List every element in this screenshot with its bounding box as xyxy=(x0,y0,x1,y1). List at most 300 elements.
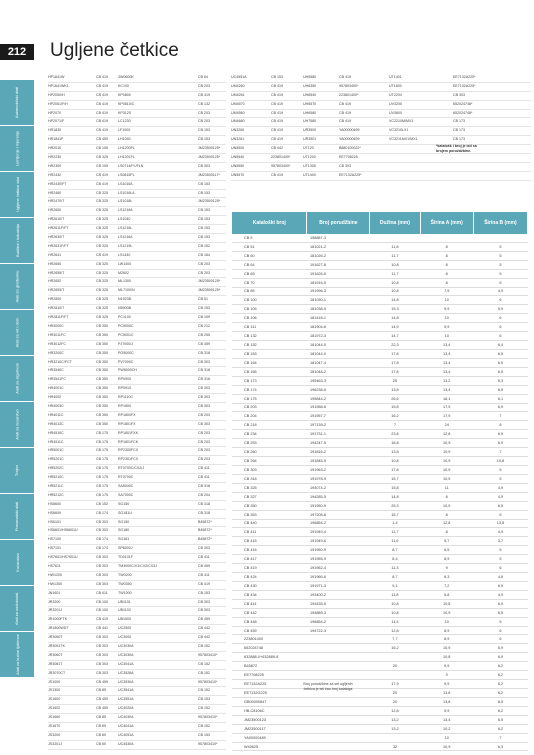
list-cell: CB 303 xyxy=(198,403,210,408)
table-cell: 8,9 xyxy=(420,626,473,635)
list-cell: RP0900 xyxy=(118,377,131,382)
list-cell: UN5540 xyxy=(231,155,245,160)
list-cell: HR2630/T xyxy=(48,235,65,240)
list-cell: 3W0600K xyxy=(118,75,134,79)
list-cell: CB 325 xyxy=(96,288,108,293)
list-item xyxy=(48,83,226,92)
list-cell: CB 303 xyxy=(198,386,210,391)
list-cell: CB 175 xyxy=(96,492,108,497)
list-item xyxy=(231,136,531,145)
table-cell: 191627-8 xyxy=(307,260,370,269)
list-cell: HR2300 xyxy=(48,163,62,168)
table-cell: 13,8 xyxy=(370,448,420,457)
table-cell: 11,8 xyxy=(370,590,420,599)
list-cell: UM4261 xyxy=(231,92,245,97)
list-item xyxy=(231,154,531,163)
list-item xyxy=(48,705,226,714)
table-row xyxy=(232,269,528,278)
list-cell: CB 318 xyxy=(198,501,210,506)
table-cell: 5 xyxy=(473,278,527,287)
list-cell: KP0800 xyxy=(118,92,131,97)
list-cell: SG150 xyxy=(118,519,130,524)
list-cell: PC5001C xyxy=(118,332,134,337)
table-cell: CB 448 xyxy=(232,617,307,626)
list-cell: CB 153 xyxy=(198,128,210,133)
table-cell: 6,9 xyxy=(473,653,527,662)
list-cell: ML7100/N xyxy=(118,288,135,293)
list-cell: CB 411 xyxy=(198,555,210,560)
list-item xyxy=(48,136,226,145)
table-cell: CB 51 xyxy=(232,242,307,251)
table-cell: 6,2 xyxy=(473,662,527,671)
table-cell: YA00000489 xyxy=(232,733,307,742)
table-row xyxy=(232,564,528,573)
table-cell: CB 253 xyxy=(232,439,307,448)
list-cell: 223801400* xyxy=(339,92,359,97)
table-row xyxy=(232,234,528,242)
table-cell: 6,9 xyxy=(473,581,527,590)
list-cell: CB 303 xyxy=(96,581,108,586)
list-item xyxy=(48,110,226,119)
list-cell: JN1601 xyxy=(48,590,61,595)
list-cell: 223801400* xyxy=(271,155,291,160)
side-tab[interactable] xyxy=(0,540,34,586)
list-cell: HR3541FC xyxy=(48,377,66,382)
list-cell: RP1801FXK xyxy=(118,430,138,435)
list-item xyxy=(48,625,226,634)
table-cell: 6,5 xyxy=(473,358,527,367)
table-row xyxy=(232,617,528,626)
table-row xyxy=(232,501,528,510)
list-cell: SA5040C xyxy=(118,483,134,488)
table-cell: CB 203 xyxy=(232,403,307,412)
table-cell: 8,9 xyxy=(420,635,473,644)
list-cell: CB 153 xyxy=(198,217,210,222)
list-cell: CB 203 xyxy=(198,439,210,444)
table-cell: 10,9 xyxy=(420,608,473,617)
list-cell: HR2655/T xyxy=(48,270,65,275)
table-cell: 22,3 xyxy=(370,341,420,350)
side-tab[interactable] xyxy=(0,494,34,540)
list-cell: UH6540 xyxy=(303,92,317,97)
table-row xyxy=(232,599,528,608)
table-cell: 632888-0+632889-8 xyxy=(232,653,307,662)
list-cell: CB 255 xyxy=(198,332,210,337)
list-cell: CB 174 xyxy=(96,546,108,551)
table-cell: 1,4 xyxy=(370,519,420,528)
table-cell: 10 xyxy=(420,733,473,742)
list-cell: CB 173 xyxy=(453,119,465,124)
list-cell: UV3200 xyxy=(389,101,402,106)
list-cell: CB 65 xyxy=(96,724,106,729)
list-item xyxy=(48,172,226,181)
side-tab-label: Alati za tesarstvo xyxy=(14,409,20,440)
list-cell: LS1440 xyxy=(118,252,131,257)
list-cell: CB 203 xyxy=(198,270,210,275)
table-cell: 25,3 xyxy=(370,501,420,510)
table-cell: 12,8 xyxy=(420,519,473,528)
table-cell: 11,3 xyxy=(370,617,420,626)
table-cell: 191957-7 xyxy=(307,412,370,421)
table-cell: CB 415 xyxy=(232,537,307,546)
list-cell: HS6601/HS6601U xyxy=(48,528,78,533)
list-cell: JS1602 xyxy=(48,706,61,711)
list-cell: CB 325 xyxy=(96,261,108,266)
list-cell: JS1670 xyxy=(48,724,61,729)
side-tab[interactable] xyxy=(0,264,34,310)
list-cell: CB 203 xyxy=(198,119,210,124)
list-item xyxy=(48,323,226,332)
list-item xyxy=(48,314,226,323)
list-item xyxy=(48,599,226,608)
list-cell: HR4003C xyxy=(48,403,64,408)
table-cell: 10,9 xyxy=(420,474,473,483)
list-cell: CB 442 xyxy=(198,635,210,640)
table-cell: 197139-2 xyxy=(307,421,370,430)
table-cell: 10,9 xyxy=(420,439,473,448)
list-cell: CB 419 xyxy=(96,119,108,124)
list-cell: JS3200 xyxy=(48,732,61,737)
list-cell: CB 303 xyxy=(96,635,108,640)
side-tab-label: Automobilski alati xyxy=(14,86,20,119)
list-cell: HR3000C xyxy=(48,323,64,328)
page-number: 212 xyxy=(0,44,34,60)
table-cell: 26,6 xyxy=(370,394,420,403)
table-cell: CB 260 xyxy=(232,448,307,457)
side-tab[interactable] xyxy=(0,218,34,264)
list-item xyxy=(231,74,531,83)
list-cell: TD0101F xyxy=(118,555,133,560)
list-cell: UT1305 xyxy=(303,163,316,168)
table-cell: 11,7 xyxy=(370,269,420,278)
table-cell: 16,8 xyxy=(370,439,420,448)
table-cell: 6,2 xyxy=(473,706,527,715)
table-cell: 191963-2 xyxy=(307,465,370,474)
side-tab[interactable] xyxy=(0,402,34,448)
list-cell: CB 51 xyxy=(198,297,208,302)
list-cell: HR4002 xyxy=(48,395,62,400)
table-cell: 5,7 xyxy=(420,537,473,546)
list-cell: JR3050T xyxy=(48,635,63,640)
list-item xyxy=(48,483,226,492)
list-cell: CB 350 xyxy=(96,341,108,346)
table-cell: 6,5 xyxy=(473,608,527,617)
side-tab[interactable] xyxy=(0,172,34,218)
list-cell: CB 419 xyxy=(96,252,108,257)
side-tab[interactable] xyxy=(0,356,34,402)
table-row xyxy=(232,635,528,644)
table-row xyxy=(232,287,528,296)
list-cell: CB 419 xyxy=(96,83,108,88)
list-cell: CB 411 xyxy=(198,475,210,480)
list-cell: KP0810/C xyxy=(118,101,135,106)
table-cell: 191950-9 xyxy=(307,501,370,510)
list-cell: HR3012FC xyxy=(48,341,66,346)
table-cell: 6 xyxy=(473,635,527,644)
list-item xyxy=(48,270,226,279)
list-cell: CB 459 xyxy=(198,563,210,568)
table-cell: CB 60 xyxy=(232,251,307,260)
side-tab-label: Alati za kućne ljubimce xyxy=(14,634,20,675)
list-cell: CB 303 xyxy=(198,546,210,551)
list-cell: CB 325 xyxy=(96,226,108,231)
side-tab[interactable] xyxy=(0,310,34,356)
table-cell: 191626-6 xyxy=(307,269,370,278)
table-cell: 11,6 xyxy=(370,537,420,546)
table-cell xyxy=(370,671,420,680)
list-item xyxy=(48,74,226,83)
list-cell: JM23500117* xyxy=(198,172,220,177)
table-cell: CB 164 xyxy=(232,358,307,367)
list-cell: LF1000 xyxy=(118,128,131,133)
table-cell: 5 xyxy=(473,465,527,474)
list-cell: CB 411 xyxy=(96,590,108,595)
list-cell: UH5580 xyxy=(303,75,317,79)
list-cell: EE7132A225* xyxy=(453,75,476,79)
table-cell: 11,7 xyxy=(370,528,420,537)
list-cell: CB 175 xyxy=(96,457,108,462)
list-item xyxy=(48,216,226,225)
table-cell: CB 424 xyxy=(232,573,307,582)
list-cell: CB 419 xyxy=(96,181,108,186)
table-row xyxy=(232,626,528,635)
list-cell: N1923B xyxy=(118,297,131,302)
table-cell: 6,5 xyxy=(473,715,527,724)
table-row xyxy=(232,332,528,341)
list-cell: UC3526A xyxy=(118,670,134,675)
table-row xyxy=(232,474,528,483)
list-cell: CB 153 xyxy=(198,208,210,213)
list-cell: EE7132A225* xyxy=(453,83,476,88)
list-item xyxy=(48,474,226,483)
table-cell: 5 xyxy=(473,510,527,519)
list-cell: HS7601/HS7601U xyxy=(48,555,78,560)
side-tab[interactable] xyxy=(0,80,34,126)
table-cell: 10,8 xyxy=(370,278,420,287)
table-cell: 6,5 xyxy=(420,546,473,555)
list-cell: UT120 xyxy=(303,146,314,151)
list-cell: CB 442 xyxy=(271,146,283,151)
list-cell: HW1200 xyxy=(48,572,62,577)
list-cell: UH7580 xyxy=(303,119,317,124)
table-cell: CB 100 xyxy=(232,296,307,305)
list-cell: CB 441 xyxy=(96,626,108,631)
side-tab-label: Lemljenje i mjerenje xyxy=(14,130,20,167)
table-cell: 4,8 xyxy=(473,573,527,582)
list-cell: CB 152 xyxy=(96,501,108,506)
list-cell: HR2653/T xyxy=(48,288,65,293)
table-cell: 8 xyxy=(420,492,473,501)
table-row xyxy=(232,528,528,537)
list-cell: CB 175 xyxy=(96,448,108,453)
table-cell: CB 350 xyxy=(232,501,307,510)
list-cell: CB 350 xyxy=(96,377,108,382)
list-cell: CB 325 xyxy=(96,190,108,195)
table-cell: 6,2 xyxy=(473,680,527,689)
table-cell: 6 xyxy=(473,323,527,332)
table-cell: EE7132G225 xyxy=(232,689,307,698)
list-cell: CB 303 xyxy=(96,644,108,648)
table-cell: 4,9 xyxy=(473,483,527,492)
table-cell: 181038-5 xyxy=(307,305,370,314)
list-cell: CB 174 xyxy=(96,537,108,542)
list-cell: HR5210C xyxy=(48,475,64,480)
list-cell: UC3551A xyxy=(118,697,134,702)
table-row xyxy=(232,555,528,564)
table-cell: CB 204 xyxy=(232,412,307,421)
list-cell: 957803410* xyxy=(198,679,218,684)
table-row xyxy=(232,278,528,287)
list-cell: CB 318 xyxy=(198,350,210,355)
table-cell xyxy=(370,733,420,742)
list-cell: HS7611 xyxy=(48,563,61,568)
table-row xyxy=(232,314,528,323)
list-cell: HR4510C xyxy=(48,430,64,435)
list-cell: CB 303 xyxy=(96,572,108,577)
table-cell: 20 xyxy=(370,662,420,671)
table-cell: 181044-0 xyxy=(307,349,370,358)
table-row xyxy=(232,546,528,555)
list-item xyxy=(231,110,531,119)
table-cell: EE7708225 xyxy=(232,671,307,680)
list-cell: CB 303 xyxy=(198,599,210,604)
list-cell: CB 303 xyxy=(198,359,210,364)
side-tab-label: Pneumatski alati xyxy=(14,501,20,532)
table-row xyxy=(232,644,528,653)
list-item xyxy=(48,616,226,625)
list-item xyxy=(48,590,226,599)
table-cell: 6,2 xyxy=(473,724,527,733)
table-cell: 15,8 xyxy=(370,483,420,492)
list-item xyxy=(48,741,226,750)
table-row xyxy=(232,742,528,751)
table-row xyxy=(232,323,528,332)
list-cell: HR4013C xyxy=(48,421,64,426)
list-cell: CB 419 xyxy=(339,75,351,79)
list-cell: UR3500 xyxy=(303,128,317,133)
list-item xyxy=(48,181,226,190)
list-cell: CB 303 xyxy=(96,670,108,675)
list-cell: CB 459 xyxy=(198,617,210,622)
list-cell: CB 303 xyxy=(96,652,108,657)
list-cell: VC3211MX1/MX1 xyxy=(389,137,418,142)
list-item xyxy=(231,101,531,110)
table-cell: 11,8 xyxy=(370,242,420,251)
table-cell: 181030-1 xyxy=(307,296,370,305)
brush-spec-table xyxy=(232,212,528,751)
table-cell: 5 xyxy=(473,617,527,626)
table-cell: 15,8 xyxy=(370,403,420,412)
table-row xyxy=(232,403,528,412)
table-cell: 5 xyxy=(473,546,527,555)
list-cell: UN5500 xyxy=(231,146,245,151)
list-cell: SP6000J xyxy=(118,546,133,551)
list-cell: VC3210LX1 xyxy=(389,128,409,133)
table-cell: 8,5 xyxy=(473,697,527,706)
table-cell: 13,4 xyxy=(420,349,473,358)
list-cell: CB 152 xyxy=(198,661,210,666)
list-cell: CB 132 xyxy=(198,101,210,106)
table-cell: 181048-2 xyxy=(307,367,370,376)
list-cell: CB 60 xyxy=(96,732,106,737)
list-cell: UT1400 xyxy=(303,172,316,177)
table-row xyxy=(232,242,528,251)
list-item xyxy=(48,394,226,403)
table-cell: 6,9 xyxy=(473,430,527,439)
list-cell: HR3210C/FCT xyxy=(48,359,72,364)
list-cell: CB 325 xyxy=(96,315,108,320)
table-row xyxy=(232,653,528,662)
table-cell: 13,2 xyxy=(370,715,420,724)
list-item xyxy=(48,723,226,732)
list-item xyxy=(48,145,226,154)
list-cell: CB 153 xyxy=(198,137,210,142)
list-cell: LS0815FL xyxy=(118,172,135,177)
column-header: Dužina (mm) xyxy=(370,212,420,234)
list-cell: CB 153 xyxy=(198,306,210,311)
side-tab[interactable] xyxy=(0,126,34,172)
table-cell: 13,8 xyxy=(370,385,420,394)
list-cell: CB 419 xyxy=(271,92,283,97)
list-cell: CB 152 xyxy=(198,670,210,675)
table-cell: 4,9 xyxy=(473,287,527,296)
list-item xyxy=(48,403,226,412)
list-cell: HR1830 xyxy=(48,128,62,133)
list-item xyxy=(48,163,226,172)
list-item xyxy=(48,652,226,661)
column-header: Širina A (mm) xyxy=(420,212,473,234)
side-tab[interactable] xyxy=(0,586,34,632)
side-tab[interactable] xyxy=(0,632,34,678)
list-cell: EE7708225 xyxy=(339,155,358,160)
table-row xyxy=(232,349,528,358)
list-cell: B45872* xyxy=(198,537,212,542)
side-tab[interactable] xyxy=(0,448,34,494)
table-row xyxy=(232,662,528,671)
table-cell: 191955-9 xyxy=(307,555,370,564)
list-item xyxy=(48,305,226,314)
list-item xyxy=(48,572,226,581)
list-cell: RT0700C/CX2/J xyxy=(118,466,145,471)
list-item xyxy=(48,101,226,110)
table-cell: 10,8 xyxy=(420,653,473,662)
list-item xyxy=(48,296,226,305)
list-cell: CB 164 xyxy=(198,252,210,257)
table-row xyxy=(232,439,528,448)
table-cell: 7 xyxy=(473,412,527,421)
list-cell: HR2652 xyxy=(48,279,62,284)
table-row xyxy=(232,537,528,546)
model-list-1 xyxy=(48,74,226,750)
list-item xyxy=(48,332,226,341)
table-cell: 7 xyxy=(370,421,420,430)
list-cell: HP2051/F/H xyxy=(48,101,68,106)
list-item xyxy=(48,527,226,536)
list-cell: HR2810/T xyxy=(48,306,65,311)
list-cell: CB 350 xyxy=(96,332,108,337)
table-cell: 193400-2 xyxy=(307,590,370,599)
list-item xyxy=(48,350,226,359)
table-cell: 191949-6 xyxy=(307,537,370,546)
table-cell: 5 xyxy=(473,474,527,483)
table-cell: 8 xyxy=(420,269,473,278)
list-cell: UC4030A xyxy=(118,715,134,720)
list-cell: RP0910 xyxy=(118,386,131,391)
list-cell: UC4530A xyxy=(118,741,134,746)
table-cell: 11,7 xyxy=(370,251,420,260)
list-item xyxy=(231,83,531,92)
list-cell: SA7000C xyxy=(118,492,134,497)
